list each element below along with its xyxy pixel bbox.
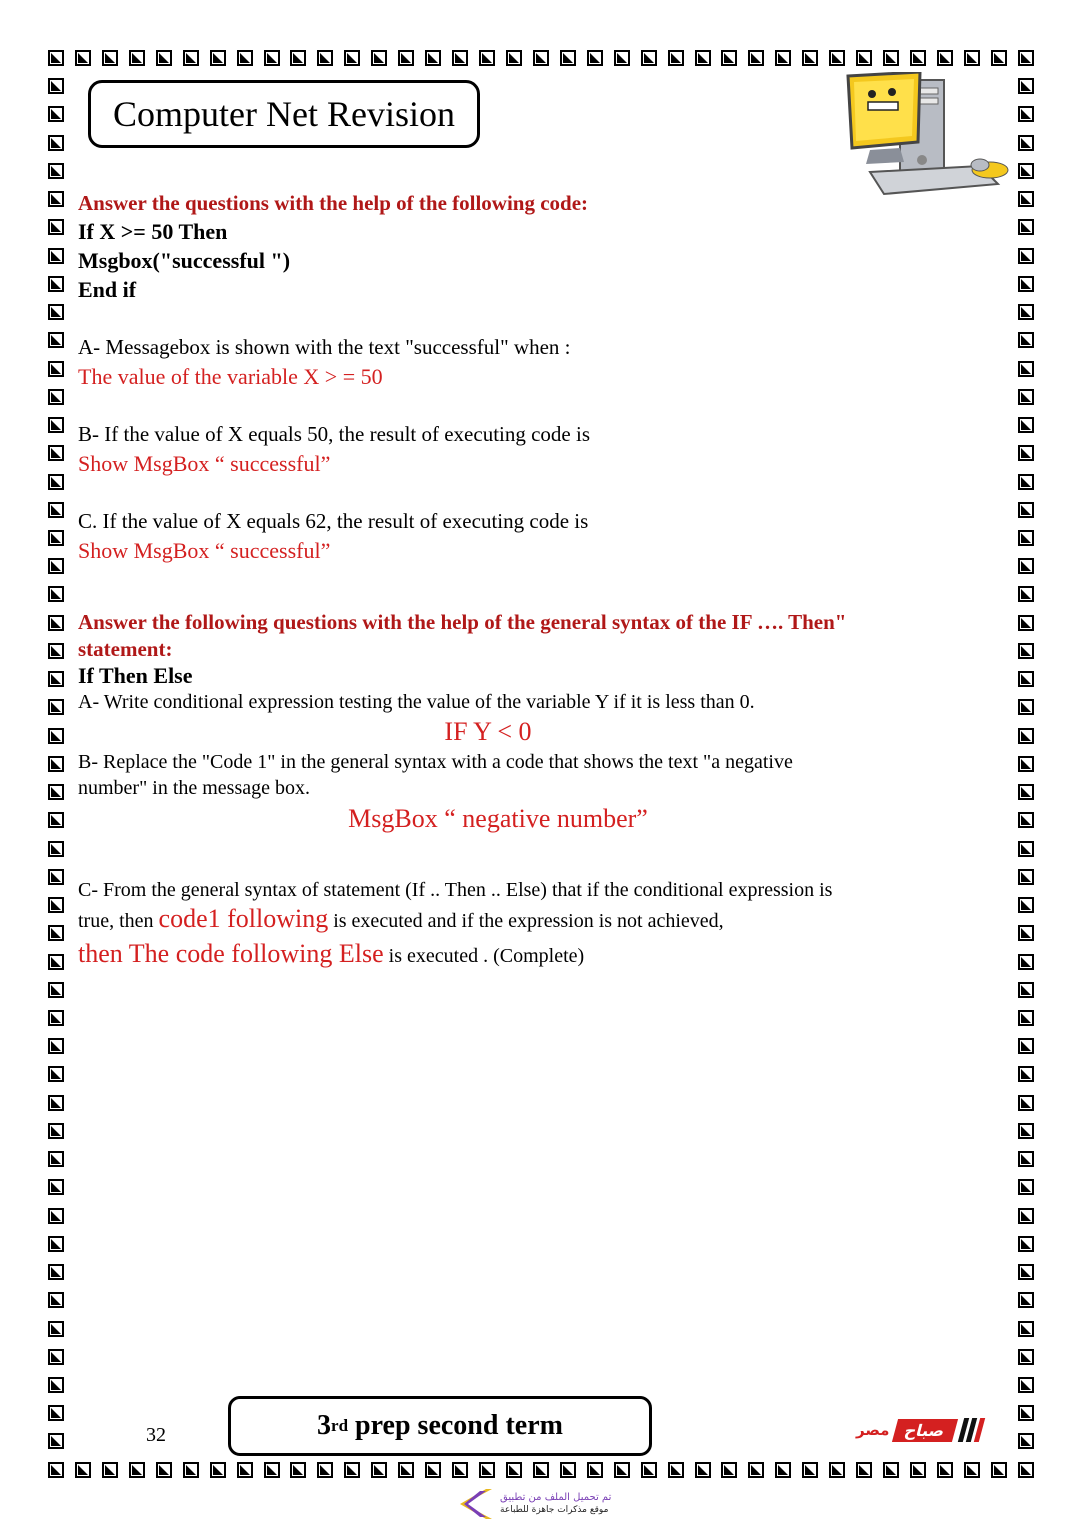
border-tile-icon	[1018, 1264, 1034, 1280]
border-tile-icon	[48, 163, 64, 179]
border-tile-icon	[156, 1462, 172, 1478]
border-tile-icon	[1018, 50, 1034, 66]
answer-2a: IF Y < 0	[444, 717, 532, 746]
border-tile-icon	[560, 50, 576, 66]
border-tile-icon	[668, 50, 684, 66]
section2-subheading: If Then Else	[78, 663, 193, 688]
border-tile-icon	[48, 1066, 64, 1082]
border-tile-icon	[317, 1462, 333, 1478]
border-tile-icon	[48, 50, 64, 66]
answer-b: Show MsgBox “ successful”	[78, 451, 331, 476]
border-tile-icon	[1018, 1236, 1034, 1252]
border-tile-icon	[48, 982, 64, 998]
border-tile-icon	[48, 1123, 64, 1139]
brand-word-2: صباح	[892, 1419, 958, 1442]
border-tile-icon	[48, 869, 64, 885]
border-tile-icon	[1018, 897, 1034, 913]
border-tile-icon	[1018, 586, 1034, 602]
border-tile-icon	[614, 50, 630, 66]
border-tile-icon	[48, 219, 64, 235]
border-tile-icon	[964, 50, 980, 66]
border-tile-icon	[48, 1321, 64, 1337]
border-tile-icon	[1018, 812, 1034, 828]
border-tile-icon	[937, 1462, 953, 1478]
border-tile-icon	[183, 50, 199, 66]
code-line: Msgbox("successful ")	[78, 248, 291, 273]
question-2a: A- Write conditional expression testing the value of the variable Y if it is less than 0.	[78, 691, 755, 713]
border-tile-icon	[1018, 219, 1034, 235]
border-tile-icon	[371, 50, 387, 66]
border-tile-icon	[183, 1462, 199, 1478]
border-tile-icon	[48, 502, 64, 518]
page-title: Computer Net Revision	[113, 94, 455, 134]
answer-2c-2: then The code following Else	[78, 939, 384, 968]
border-tile-icon	[48, 671, 64, 687]
border-tile-icon	[48, 332, 64, 348]
watermark	[456, 1486, 616, 1522]
answer-2b: MsgBox “ negative number”	[348, 804, 648, 833]
border-tile-icon	[1018, 1095, 1034, 1111]
answer-c: Show MsgBox “ successful”	[78, 538, 331, 563]
border-tile-icon	[48, 615, 64, 631]
border-tile-icon	[290, 1462, 306, 1478]
border-tile-icon	[102, 50, 118, 66]
border-tile-icon	[1018, 784, 1034, 800]
border-tile-icon	[344, 1462, 360, 1478]
border-tile-icon	[48, 756, 64, 772]
border-tile-icon	[1018, 530, 1034, 546]
border-tile-icon	[210, 1462, 226, 1478]
border-tile-icon	[48, 417, 64, 433]
border-tile-icon	[641, 1462, 657, 1478]
border-tile-icon	[1018, 699, 1034, 715]
border-tile-icon	[506, 50, 522, 66]
border-tile-icon	[1018, 841, 1034, 857]
border-tile-icon	[317, 50, 333, 66]
border-tile-icon	[48, 530, 64, 546]
question-2c-text: is executed and if the expression is not achieved,	[333, 910, 724, 932]
title-box	[88, 80, 480, 148]
answer-2c-1: code1 following	[158, 904, 329, 933]
border-tile-icon	[1018, 925, 1034, 941]
border-tile-icon	[856, 50, 872, 66]
border-tile-icon	[48, 699, 64, 715]
border-tile-icon	[75, 50, 91, 66]
border-tile-icon	[48, 1462, 64, 1478]
border-tile-icon	[48, 1151, 64, 1167]
border-tile-icon	[398, 50, 414, 66]
border-tile-icon	[48, 1349, 64, 1365]
border-tile-icon	[48, 558, 64, 574]
border-tile-icon	[48, 925, 64, 941]
border-tile-icon	[479, 50, 495, 66]
border-tile-icon	[1018, 1066, 1034, 1082]
border-tile-icon	[695, 50, 711, 66]
border-tile-icon	[48, 954, 64, 970]
border-tile-icon	[48, 135, 64, 151]
border-tile-icon	[48, 1405, 64, 1421]
border-tile-icon	[1018, 643, 1034, 659]
border-tile-icon	[506, 1462, 522, 1478]
border-tile-icon	[48, 1292, 64, 1308]
border-tile-icon	[668, 1462, 684, 1478]
question-2b: B- Replace the "Code 1" in the general syntax with a code that shows the text "a negative	[78, 751, 793, 773]
border-tile-icon	[1018, 558, 1034, 574]
brand-logo	[856, 1414, 1034, 1446]
border-tile-icon	[48, 643, 64, 659]
border-tile-icon	[1018, 1151, 1034, 1167]
border-tile-icon	[425, 1462, 441, 1478]
border-tile-icon	[1018, 1123, 1034, 1139]
border-tile-icon	[1018, 361, 1034, 377]
border-tile-icon	[1018, 1179, 1034, 1195]
border-tile-icon	[48, 445, 64, 461]
border-tile-icon	[614, 1462, 630, 1478]
border-tile-icon	[802, 50, 818, 66]
border-tile-icon	[1018, 1462, 1034, 1478]
brand-bars-icon	[961, 1418, 982, 1442]
border-tile-icon	[910, 1462, 926, 1478]
border-tile-icon	[1018, 445, 1034, 461]
term-label	[228, 1396, 652, 1456]
border-tile-icon	[48, 586, 64, 602]
border-top	[48, 50, 1034, 66]
border-tile-icon	[237, 1462, 253, 1478]
border-tile-icon	[48, 1433, 64, 1449]
border-tile-icon	[48, 276, 64, 292]
border-tile-icon	[1018, 78, 1034, 94]
border-tile-icon	[48, 1208, 64, 1224]
border-tile-icon	[48, 304, 64, 320]
border-tile-icon	[48, 78, 64, 94]
border-tile-icon	[48, 1236, 64, 1252]
section1-heading: Answer the questions with the help of the following code:	[78, 191, 589, 215]
border-tile-icon	[290, 50, 306, 66]
border-tile-icon	[1018, 954, 1034, 970]
brand-word-1: مصر	[856, 1421, 890, 1439]
border-tile-icon	[1018, 191, 1034, 207]
border-tile-icon	[991, 50, 1007, 66]
border-tile-icon	[748, 50, 764, 66]
border-tile-icon	[721, 50, 737, 66]
border-tile-icon	[775, 1462, 791, 1478]
border-tile-icon	[991, 1462, 1007, 1478]
border-tile-icon	[344, 50, 360, 66]
border-tile-icon	[856, 1462, 872, 1478]
border-tile-icon	[129, 50, 145, 66]
border-tile-icon	[1018, 756, 1034, 772]
border-tile-icon	[587, 50, 603, 66]
border-tile-icon	[398, 1462, 414, 1478]
term-number: 3	[317, 1410, 332, 1441]
border-tile-icon	[48, 1377, 64, 1393]
page-number: 32	[146, 1424, 166, 1446]
border-tile-icon	[156, 50, 172, 66]
border-tile-icon	[1018, 1292, 1034, 1308]
question-2c-text: is executed . (Complete)	[388, 945, 585, 967]
border-tile-icon	[829, 1462, 845, 1478]
border-tile-icon	[883, 50, 899, 66]
border-tile-icon	[48, 1264, 64, 1280]
section2-heading-cont: statement:	[78, 637, 173, 661]
border-tile-icon	[479, 1462, 495, 1478]
question-b: B- If the value of X equals 50, the result of executing code is	[78, 422, 591, 446]
border-tile-icon	[1018, 135, 1034, 151]
border-tile-icon	[1018, 869, 1034, 885]
term-text: prep second term	[348, 1410, 563, 1441]
border-tile-icon	[1018, 1208, 1034, 1224]
border-tile-icon	[129, 1462, 145, 1478]
border-tile-icon	[48, 1179, 64, 1195]
border-tile-icon	[452, 1462, 468, 1478]
term-suffix: rd	[331, 1416, 349, 1435]
border-tile-icon	[1018, 304, 1034, 320]
border-tile-icon	[1018, 1321, 1034, 1337]
border-tile-icon	[721, 1462, 737, 1478]
border-tile-icon	[425, 50, 441, 66]
border-tile-icon	[1018, 474, 1034, 490]
watermark-line-1: تم تحميل الملف من تطبيق	[500, 1492, 612, 1503]
chevron-left-icon	[456, 1487, 496, 1521]
border-tile-icon	[48, 897, 64, 913]
border-tile-icon	[910, 50, 926, 66]
border-tile-icon	[829, 50, 845, 66]
border-tile-icon	[775, 50, 791, 66]
border-right	[1018, 50, 1034, 1478]
border-tile-icon	[533, 1462, 549, 1478]
border-tile-icon	[264, 50, 280, 66]
border-tile-icon	[1018, 1349, 1034, 1365]
question-2b-cont: number" in the message box.	[78, 777, 311, 799]
code-line: End if	[78, 277, 137, 302]
border-tile-icon	[48, 784, 64, 800]
border-tile-icon	[1018, 502, 1034, 518]
border-tile-icon	[1018, 332, 1034, 348]
computer-icon	[840, 72, 1020, 202]
border-tile-icon	[237, 50, 253, 66]
border-tile-icon	[48, 361, 64, 377]
border-tile-icon	[48, 248, 64, 264]
border-tile-icon	[1018, 389, 1034, 405]
question-2c: C- From the general syntax of statement (If .. Then .. Else) that if the conditional expression is	[78, 879, 833, 901]
question-2c-text: true, then	[78, 910, 154, 932]
border-tile-icon	[48, 106, 64, 122]
border-tile-icon	[1018, 671, 1034, 687]
border-tile-icon	[210, 50, 226, 66]
answer-a: The value of the variable X > = 50	[78, 364, 383, 389]
border-tile-icon	[1018, 1377, 1034, 1393]
border-tile-icon	[1018, 417, 1034, 433]
worksheet-content	[78, 190, 998, 973]
section2-heading: Answer the following questions with the help of the general syntax of the IF …. Then"	[78, 610, 847, 634]
border-tile-icon	[1018, 982, 1034, 998]
border-tile-icon	[802, 1462, 818, 1478]
border-tile-icon	[641, 50, 657, 66]
border-tile-icon	[75, 1462, 91, 1478]
border-tile-icon	[102, 1462, 118, 1478]
border-tile-icon	[1018, 728, 1034, 744]
border-tile-icon	[1018, 248, 1034, 264]
code-line: If X >= 50 Then	[78, 219, 228, 244]
border-tile-icon	[964, 1462, 980, 1478]
border-tile-icon	[48, 841, 64, 857]
border-tile-icon	[937, 50, 953, 66]
watermark-line-2: موقع مذكرات جاهزة للطباعة	[500, 1505, 609, 1515]
border-tile-icon	[452, 50, 468, 66]
question-a: A- Messagebox is shown with the text "successful" when :	[78, 335, 571, 359]
border-tile-icon	[1018, 276, 1034, 292]
border-tile-icon	[1018, 1038, 1034, 1054]
border-tile-icon	[748, 1462, 764, 1478]
border-tile-icon	[1018, 163, 1034, 179]
border-tile-icon	[1018, 1010, 1034, 1026]
border-tile-icon	[48, 389, 64, 405]
border-tile-icon	[560, 1462, 576, 1478]
border-tile-icon	[587, 1462, 603, 1478]
border-tile-icon	[48, 1038, 64, 1054]
question-c: C. If the value of X equals 62, the result of executing code is	[78, 509, 589, 533]
border-tile-icon	[1018, 106, 1034, 122]
border-tile-icon	[48, 1095, 64, 1111]
border-tile-icon	[533, 50, 549, 66]
question-2c-line3	[78, 937, 998, 973]
border-left	[48, 50, 64, 1478]
border-bottom	[48, 1462, 1034, 1478]
border-tile-icon	[264, 1462, 280, 1478]
border-tile-icon	[695, 1462, 711, 1478]
border-tile-icon	[48, 191, 64, 207]
border-tile-icon	[1018, 615, 1034, 631]
border-tile-icon	[371, 1462, 387, 1478]
border-tile-icon	[883, 1462, 899, 1478]
border-tile-icon	[48, 474, 64, 490]
question-2c-line2	[78, 903, 998, 937]
border-tile-icon	[48, 1010, 64, 1026]
